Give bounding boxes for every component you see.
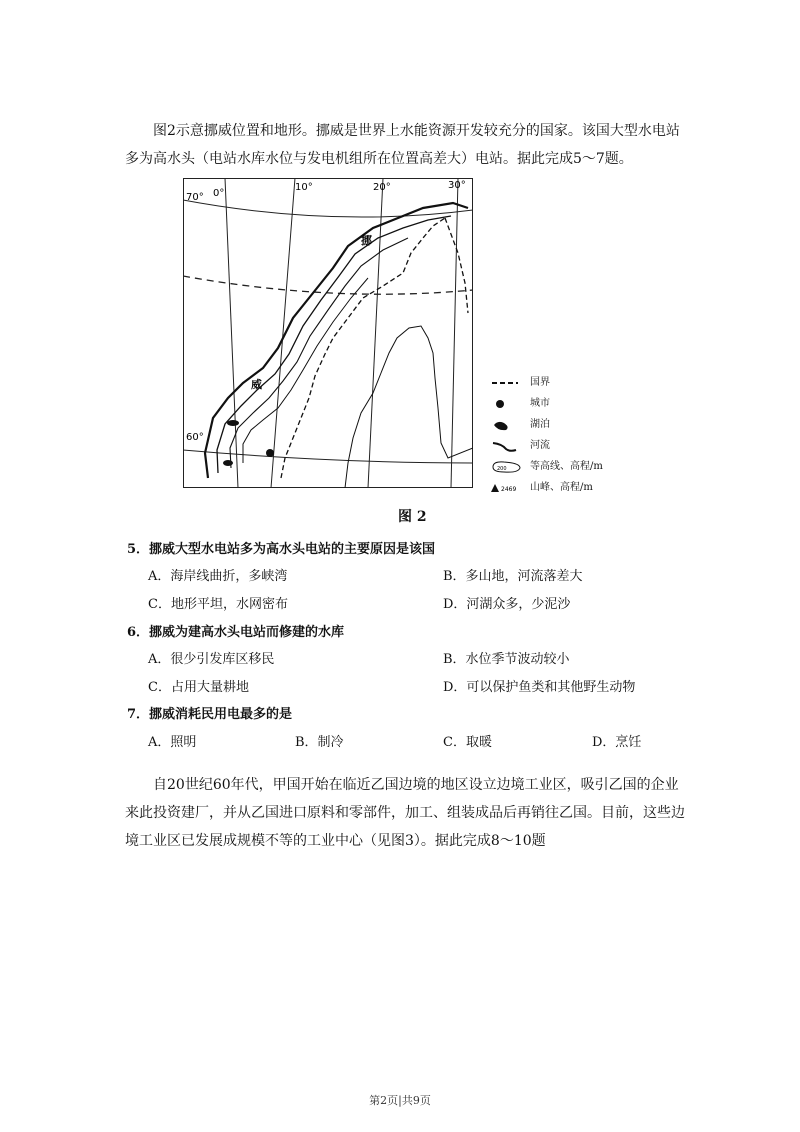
legend-item (490, 456, 603, 477)
map-legend (490, 372, 603, 498)
place-label-nuo: 挪 (361, 234, 372, 247)
legend-item (490, 435, 603, 456)
question-6-option-a: A．很少引发库区移民 (148, 652, 275, 667)
city-dot (266, 449, 274, 457)
legend-label: 河流 (530, 439, 550, 451)
question-7-option-b: B．制冷 (295, 735, 344, 750)
legend-item (490, 393, 603, 414)
legend-item (490, 477, 603, 498)
question-6-option-c: C．占用大量耕地 (148, 680, 249, 695)
place-label-wei: 威 (251, 378, 262, 391)
question-5-option-d: D．河湖众多，少泥沙 (443, 597, 571, 612)
lat-label-60: 60° (186, 432, 204, 443)
legend-item (490, 372, 603, 393)
question-intro-paragraph-2: 自20世纪60年代，甲国开始在临近乙国边境的地区设立边境工业区，吸引乙国的企业来此投资建厂，并从乙国进口原料和零部件，加工、组装成品后再销往乙国。目前，这些边境工业区已发展成规模不等的工业中心（见图3）。据此完成8～10题 (125, 777, 685, 849)
lon-label-0: 0° (213, 188, 225, 199)
lon-label-20: 20° (373, 182, 391, 193)
question-intro-paragraph: 图2示意挪威位置和地形。挪威是世界上水能资源开发较充分的国家。该国大型水电站多为高水头（电站水库水位与发电机组所在位置高差大）电站。据此完成5～7题。 (125, 123, 680, 167)
question-5-stem: 5．挪威大型水电站多为高水头电站的主要原因是该国 (127, 542, 436, 557)
lon-label-10: 10° (295, 182, 313, 193)
lat-label-70: 70° (186, 192, 204, 203)
question-5-option-a: A．海岸线曲折，多峡湾 (148, 569, 288, 584)
river-icon (490, 440, 530, 452)
question-7-stem: 7．挪威消耗民用电最多的是 (127, 707, 293, 722)
question-7-option-a: A．照明 (148, 735, 197, 750)
legend-label: 等高线、高程/m (530, 460, 603, 472)
legend-label: 山峰、高程/m (530, 481, 593, 493)
peak-value: 2469 (501, 485, 517, 493)
question-7-option-d: D．烹饪 (592, 735, 642, 750)
question-6-stem: 6．挪威为建高水头电站而修建的水库 (127, 625, 345, 640)
contour-value: 200 (497, 465, 507, 472)
figure-caption: 图 2 (398, 509, 427, 525)
peak-triangle-icon (490, 482, 530, 494)
border-line-icon (490, 379, 530, 387)
question-7-option-c: C．取暖 (443, 735, 492, 750)
city-dot-icon (490, 399, 530, 409)
question-5-option-c: C．地形平坦，水网密布 (148, 597, 288, 612)
contour-icon (490, 460, 530, 474)
norway-map (183, 178, 473, 488)
question-5-option-b: B．多山地，河流落差大 (443, 569, 583, 584)
page-footer: 第2页|共9页 (369, 1094, 431, 1107)
lake-icon (490, 419, 530, 431)
lon-label-30: 30° (448, 180, 466, 191)
lake-shape (227, 420, 239, 426)
legend-label: 国界 (530, 376, 550, 388)
legend-item (490, 414, 603, 435)
legend-label: 湖泊 (530, 418, 550, 430)
legend-label: 城市 (530, 397, 550, 409)
question-6-option-d: D．可以保护鱼类和其他野生动物 (443, 680, 636, 695)
question-6-option-b: B．水位季节波动较小 (443, 652, 570, 667)
